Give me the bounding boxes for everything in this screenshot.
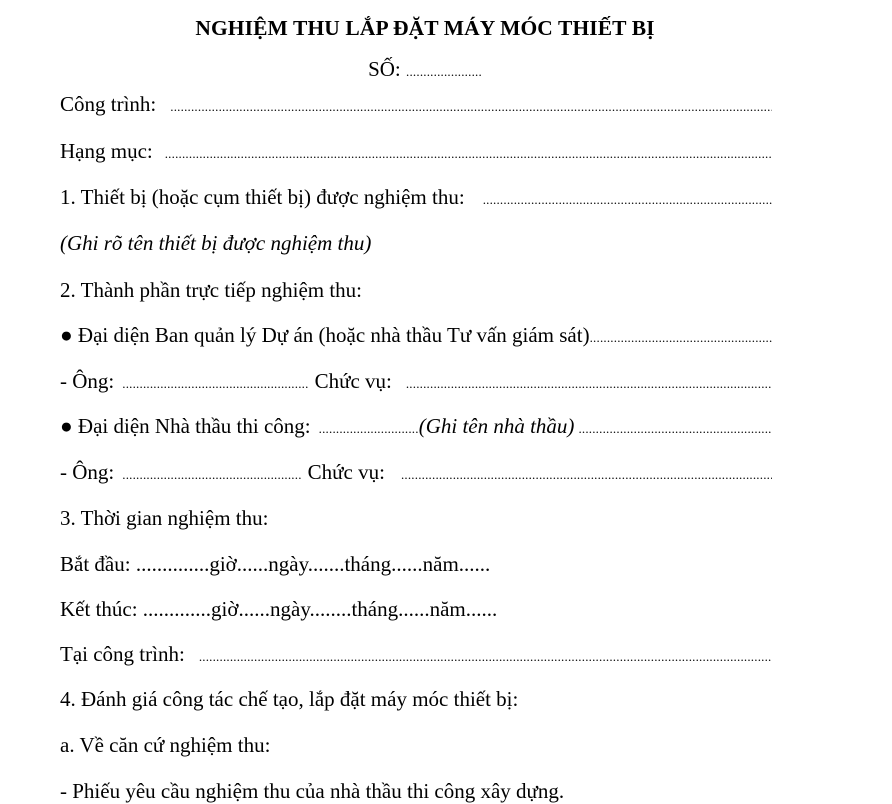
chucvu1-label: Chức vụ: [314, 369, 392, 393]
ong1-dots: ...................................................... [122, 376, 309, 391]
tai-cong-trinh-label: Tại công trình: [60, 642, 185, 666]
item4a-label: a. Về căn cứ nghiệm thu: [60, 733, 271, 757]
item1-note: (Ghi rõ tên thiết bị được nghiệm thu) [60, 231, 372, 255]
ong2-label: - Ông: [60, 460, 115, 484]
document-number [0, 57, 850, 82]
item3-label: 3. Thời gian nghiệm thu: [60, 506, 269, 530]
phieu-line: - Phiếu yêu cầu nghiệm thu của nhà thầu thi công xây dựng. [60, 779, 565, 803]
ketthuc-line: Kết thúc: .............giờ......ngày........tháng......năm...... [60, 597, 498, 621]
tai-cong-trinh-fill [199, 641, 772, 670]
rep2-dots: ............................. [318, 421, 419, 436]
tai-cong-trinh-line [60, 641, 772, 667]
rep2-line [60, 413, 772, 439]
item4-label: 4. Đánh giá công tác chế tạo, lắp đặt máy móc thiết bị: [60, 687, 519, 711]
item2-label: 2. Thành phần trực tiếp nghiệm thu: [60, 278, 363, 302]
ong1-line [60, 368, 772, 394]
ong1-label: - Ông: [60, 369, 115, 393]
item1-line [60, 184, 772, 210]
rep1-label: ● Đại diện Ban quản lý Dự án (hoặc nhà thầu Tư vấn giám sát) [60, 323, 590, 347]
ong2-dots: .................................................... [122, 467, 302, 482]
chucvu2-fill [401, 459, 772, 488]
batdau-line: Bắt đầu: ..............giờ......ngày.......tháng......năm...... [60, 552, 491, 576]
cong-trinh-fill [170, 91, 772, 120]
rep1-line [60, 322, 772, 348]
cong-trinh-line [60, 91, 772, 117]
item1-label: 1. Thiết bị (hoặc cụm thiết bị) được nghiệm thu: [60, 185, 465, 209]
rep2-note: (Ghi tên nhà thầu) [418, 414, 575, 438]
rep2-fill [578, 413, 772, 442]
document-title: NGHIỆM THU LẮP ĐẶT MÁY MÓC THIẾT BỊ [195, 16, 655, 40]
hang-muc-fill [165, 138, 772, 167]
rep2-label: ● Đại diện Nhà thầu thi công: [60, 414, 311, 438]
cong-trinh-label: Công trình: [60, 92, 157, 116]
hang-muc-label: Hạng mục: [60, 139, 153, 163]
so-label: SỐ: [368, 57, 401, 81]
hang-muc-line [60, 138, 772, 164]
so-dots: ...................... [406, 64, 482, 79]
chucvu2-label: Chức vụ: [307, 460, 385, 484]
chucvu1-fill [406, 368, 772, 397]
item1-fill [483, 184, 772, 213]
rep1-fill [590, 322, 772, 351]
ong2-line [60, 459, 772, 485]
